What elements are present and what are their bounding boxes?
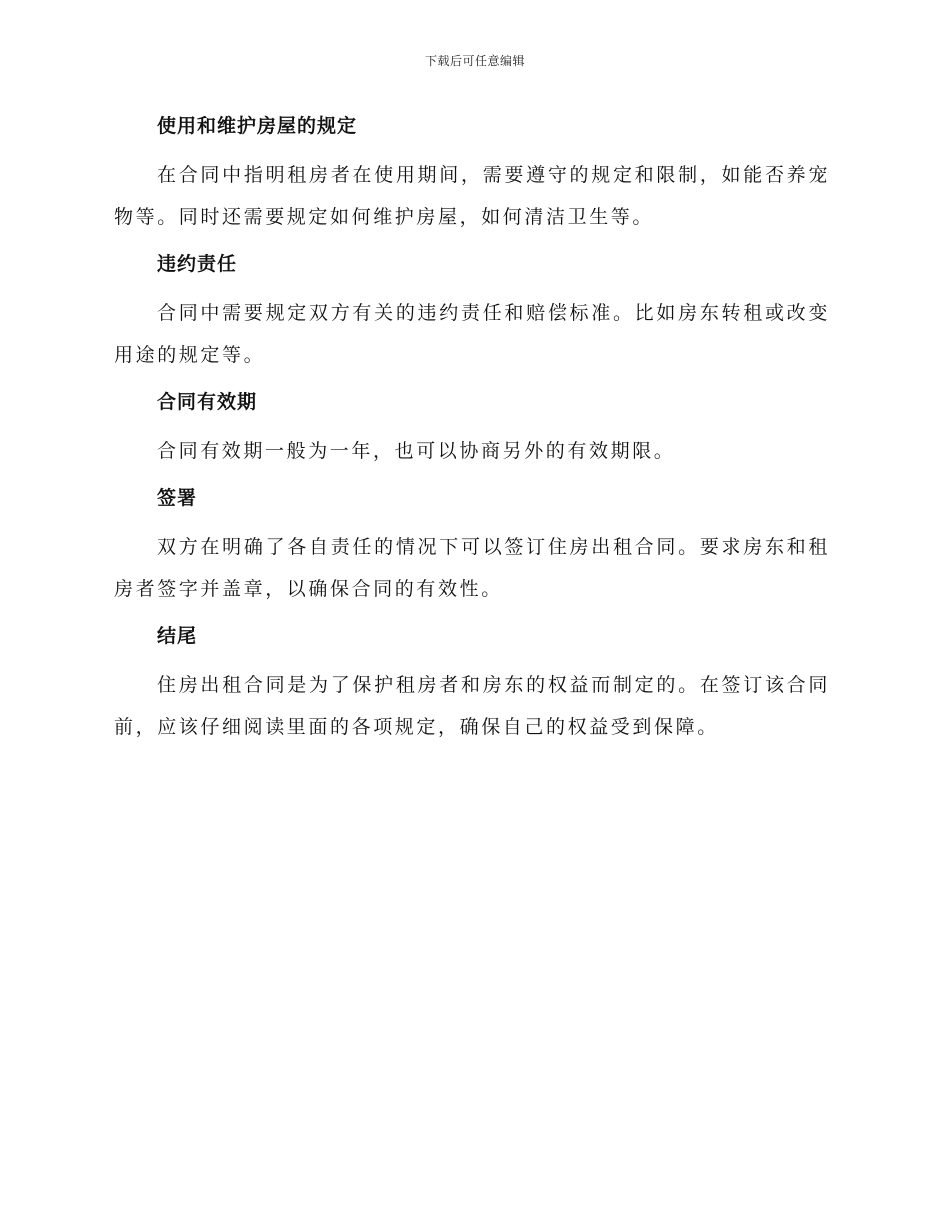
section-body-signing: 双方在明确了各自责任的情况下可以签订住房出租合同。要求房东和租房者签字并盖章，以确保合同的有效性。 xyxy=(114,536,830,600)
document-content xyxy=(114,112,830,760)
section-body-usage: 在合同中指明租房者在使用期间，需要遵守的规定和限制，如能否养宠物等。同时还需要规定如何维护房屋，如何清洁卫生等。 xyxy=(114,164,830,228)
section-heading-validity: 合同有效期 xyxy=(157,391,258,413)
section-body-breach: 合同中需要规定双方有关的违约责任和赔偿标准。比如房东转租或改变用途的规定等。 xyxy=(114,302,830,366)
section-heading-signing: 签署 xyxy=(157,487,198,509)
section-heading-breach: 违约责任 xyxy=(157,253,238,275)
section-heading-usage: 使用和维护房屋的规定 xyxy=(157,115,358,137)
section-heading-conclusion: 结尾 xyxy=(157,625,198,647)
section-body-validity: 合同有效期一般为一年，也可以协商另外的有效期限。 xyxy=(157,440,676,462)
section-body-conclusion: 住房出租合同是为了保护租房者和房东的权益而制定的。在签订该合同前，应该仔细阅读里面的各项规定，确保自己的权益受到保障。 xyxy=(114,674,830,738)
page-header-note: 下载后可任意编辑 xyxy=(424,54,525,68)
